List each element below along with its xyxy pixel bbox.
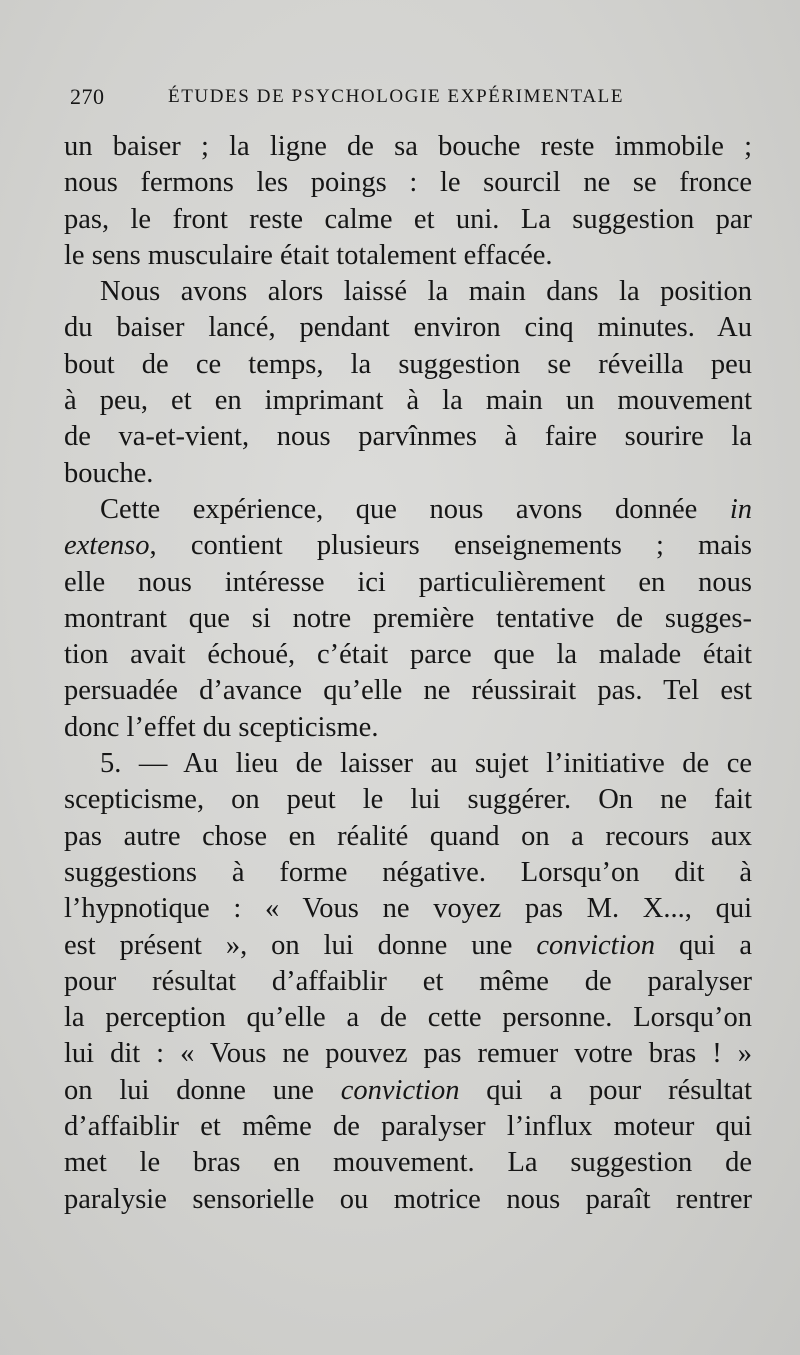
text-line — [64, 492, 752, 528]
text-line — [64, 673, 752, 709]
text-run: persuadée d’avance qu’elle ne réussirait pas. Tel est — [64, 675, 752, 707]
text-run: nous fermons les poings : le sourcil ne se fronce — [64, 167, 752, 199]
text-line — [64, 1000, 752, 1036]
text-run: pas, le front reste calme et uni. La suggestion par — [64, 203, 752, 235]
italic-text: conviction — [536, 929, 656, 961]
text-run: l’hypnotique : « Vous ne voyez pas M. X..., qui — [64, 893, 752, 925]
page-number: 270 — [70, 84, 105, 109]
text-run: elle nous intéresse ici particulièrement en nous — [64, 566, 752, 598]
text-run: Nous avons alors laissé la main dans la position — [100, 276, 752, 308]
running-head — [70, 84, 760, 114]
text-run: bouche. — [64, 457, 154, 489]
text-run: de va-et-vient, nous parvînmes à faire sourire la — [64, 421, 752, 453]
text-line — [64, 601, 752, 637]
text-line — [64, 310, 752, 346]
text-run: suggestions à forme négative. Lorsqu’on dit à — [64, 856, 752, 888]
text-run: le sens musculaire était totalement effacée. — [64, 239, 553, 271]
text-line — [64, 855, 752, 891]
text-line — [64, 419, 752, 455]
text-run: donc l’effet du scepticisme. — [64, 711, 379, 743]
text-run: pas autre chose en réalité quand on a recours aux — [64, 820, 752, 852]
text-run: est présent », on lui donne une — [64, 929, 537, 961]
text-line — [64, 928, 752, 964]
text-run: tion avait échoué, c’était parce que la malade était — [64, 639, 752, 671]
running-head-title: ÉTUDES DE PSYCHOLOGIE EXPÉRIMENTALE — [168, 86, 625, 107]
text-run: scepticisme, on peut le lui suggérer. On ne fait — [64, 784, 752, 816]
text-line — [64, 347, 752, 383]
text-line — [64, 1073, 752, 1109]
text-run: lui dit : « Vous ne pouvez pas remuer votre bras ! » — [64, 1038, 752, 1070]
text-line — [64, 383, 752, 419]
text-line — [64, 710, 752, 746]
text-line — [64, 1109, 752, 1145]
text-run: d’affaiblir et même de paralyser l’influx moteur qui — [64, 1111, 752, 1143]
italic-text: conviction — [340, 1074, 460, 1106]
text-run: Cette expérience, que nous avons donnée — [100, 493, 730, 525]
text-line — [64, 1036, 752, 1072]
text-line — [64, 274, 752, 310]
text-line — [64, 782, 752, 818]
italic-text: extenso — [64, 530, 150, 562]
text-line — [64, 165, 752, 201]
text-run: , contient plusieurs enseignements ; mais — [149, 530, 752, 562]
text-line — [64, 746, 752, 782]
text-line — [64, 565, 752, 601]
text-line — [64, 891, 752, 927]
text-run: pour résultat d’affaiblir et même de paralyser — [64, 965, 752, 997]
text-line — [64, 637, 752, 673]
italic-text: in — [729, 493, 752, 525]
text-run: à peu, et en imprimant à la main un mouvement — [64, 385, 752, 417]
text-line — [64, 129, 752, 165]
text-line — [64, 964, 752, 1000]
body-text — [64, 129, 752, 1218]
text-run: qui a — [655, 929, 752, 961]
text-line — [64, 528, 752, 564]
text-run: du baiser lancé, pendant environ cinq minutes. Au — [64, 312, 752, 344]
text-run: 5. — Au lieu de laisser au sujet l’initiative de ce — [100, 748, 752, 780]
text-run: montrant que si notre première tentative de sugges- — [64, 602, 752, 634]
text-run: paralysie sensorielle ou motrice nous paraît rentrer — [64, 1183, 752, 1215]
text-line — [64, 1182, 752, 1218]
text-run: qui a pour résultat — [459, 1074, 752, 1106]
text-line — [64, 819, 752, 855]
text-run: met le bras en mouvement. La suggestion de — [64, 1147, 752, 1179]
text-line — [64, 202, 752, 238]
text-run: bout de ce temps, la suggestion se réveilla peu — [64, 348, 752, 380]
text-run: on lui donne une — [64, 1074, 341, 1106]
text-line — [64, 456, 752, 492]
text-run: la perception qu’elle a de cette personne. Lorsqu’on — [64, 1002, 752, 1034]
text-run: un baiser ; la ligne de sa bouche reste immobile ; — [64, 131, 752, 162]
text-line — [64, 238, 752, 274]
text-line — [64, 1145, 752, 1181]
